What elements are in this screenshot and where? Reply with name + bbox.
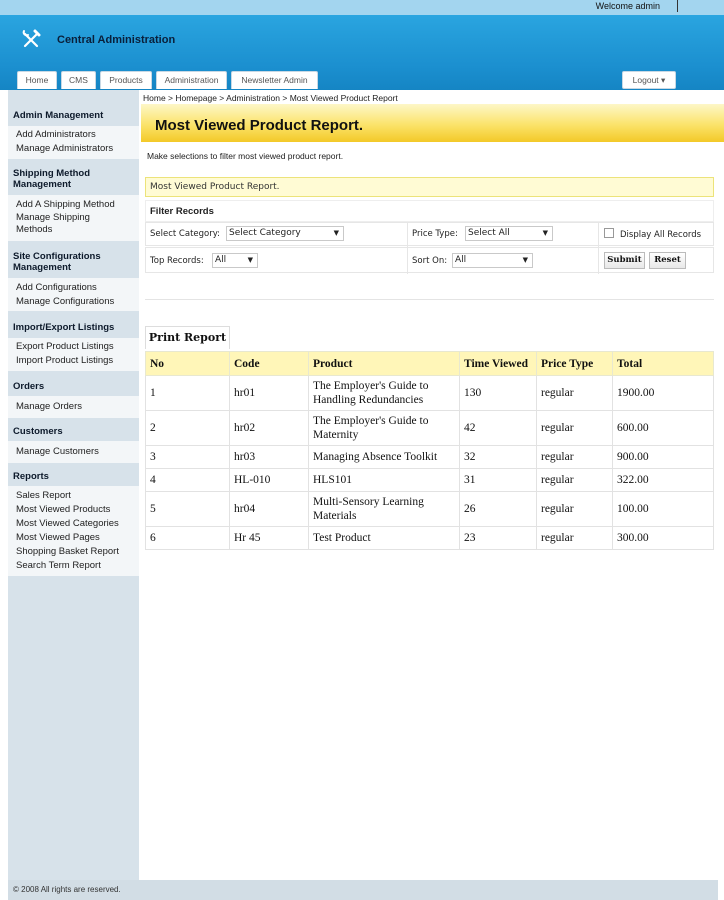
cell-total: 1900.00 xyxy=(613,376,714,411)
cell-total: 300.00 xyxy=(613,527,714,550)
cell-time-viewed: 26 xyxy=(460,492,537,527)
sidebar-group-import-export xyxy=(8,338,139,371)
sidebar-group-admin xyxy=(8,126,139,159)
table-row xyxy=(146,492,714,527)
cell-price-type: regular xyxy=(537,446,613,469)
column-total: Total xyxy=(613,352,714,376)
column-product: Product xyxy=(309,352,460,376)
price-type-select-value: Select All xyxy=(468,228,510,238)
sidebar-group-orders xyxy=(8,396,139,418)
divider xyxy=(145,299,714,300)
cell-product: The Employer's Guide to Handling Redundancies xyxy=(309,376,460,411)
top-records-select[interactable] xyxy=(212,253,258,268)
sidebar-item-manage-configurations[interactable]: Manage Configurations xyxy=(16,296,115,307)
copyright-text: © 2008 All rights are reserved. xyxy=(13,885,121,894)
cell-code: Hr 45 xyxy=(230,527,309,550)
sidebar-item-manage-customers[interactable]: Manage Customers xyxy=(16,446,99,457)
table-row xyxy=(146,446,714,469)
footer xyxy=(8,880,718,900)
sidebar-item-add-administrators[interactable]: Add Administrators xyxy=(16,129,96,140)
intro-text: Make selections to filter most viewed product report. xyxy=(147,151,344,161)
cell-no: 1 xyxy=(146,376,230,411)
sidebar-item-sales-report[interactable]: Sales Report xyxy=(16,490,71,501)
table-row xyxy=(146,469,714,492)
reset-button[interactable]: Reset xyxy=(649,252,686,269)
sidebar-head-admin: Admin Management xyxy=(13,110,104,121)
cell-time-viewed: 130 xyxy=(460,376,537,411)
column-price-type: Price Type xyxy=(537,352,613,376)
sidebar-head-shipping: Shipping Method Management xyxy=(13,168,91,190)
chevron-down-icon: ▼ xyxy=(542,229,548,237)
cell-code: hr01 xyxy=(230,376,309,411)
sort-on-select[interactable] xyxy=(452,253,533,268)
report-table xyxy=(145,351,714,550)
sidebar-item-manage-administrators[interactable]: Manage Administrators xyxy=(16,143,114,154)
tools-icon xyxy=(20,27,44,51)
sidebar-item-add-configurations[interactable]: Add Configurations xyxy=(16,282,97,293)
cell-time-viewed: 32 xyxy=(460,446,537,469)
submit-button[interactable]: Submit xyxy=(604,252,645,269)
column-code: Code xyxy=(230,352,309,376)
sidebar-group-customers xyxy=(8,441,139,463)
top-bar xyxy=(0,0,724,15)
cell-no: 3 xyxy=(146,446,230,469)
column-no: No xyxy=(146,352,230,376)
sidebar-item-export-listings[interactable]: Export Product Listings xyxy=(16,341,114,352)
cell-price-type: regular xyxy=(537,469,613,492)
cell-total: 100.00 xyxy=(613,492,714,527)
filter-row-1 xyxy=(145,222,714,246)
cell-product: HLS101 xyxy=(309,469,460,492)
cell-price-type: regular xyxy=(537,492,613,527)
cell-code: HL-010 xyxy=(230,469,309,492)
header xyxy=(0,15,724,90)
cell-product: Multi-Sensory Learning Materials xyxy=(309,492,460,527)
sidebar-item-add-shipping-method[interactable]: Add A Shipping Method xyxy=(16,199,115,210)
sort-on-label: Sort On: xyxy=(412,256,448,266)
logout-label: Logout xyxy=(632,75,659,85)
sidebar-group-reports xyxy=(8,486,139,576)
logout-button[interactable] xyxy=(622,71,676,89)
cell-code: hr03 xyxy=(230,446,309,469)
sort-on-select-value: All xyxy=(455,255,467,265)
cell-time-viewed: 31 xyxy=(460,469,537,492)
cell-no: 4 xyxy=(146,469,230,492)
sidebar-item-manage-shipping-methods[interactable]: Manage Shipping Methods xyxy=(16,212,90,235)
cell-price-type: regular xyxy=(537,411,613,446)
price-type-select[interactable] xyxy=(465,226,553,241)
price-type-label: Price Type: xyxy=(412,229,458,239)
cell-code: hr04 xyxy=(230,492,309,527)
chevron-down-icon: ▼ xyxy=(247,256,253,264)
sidebar-item-most-viewed-products[interactable]: Most Viewed Products xyxy=(16,504,111,515)
sidebar-group-config xyxy=(8,278,139,311)
filter-heading: Filter Records xyxy=(145,200,714,222)
sidebar-item-search-term-report[interactable]: Search Term Report xyxy=(16,560,101,571)
welcome-text: Welcome admin xyxy=(595,1,660,11)
top-records-label: Top Records: xyxy=(150,256,204,266)
filter-caption: Most Viewed Product Report. xyxy=(145,177,714,197)
category-select[interactable] xyxy=(226,226,344,241)
table-header-row xyxy=(146,352,714,376)
filter-row-2 xyxy=(145,247,714,273)
cell-time-viewed: 42 xyxy=(460,411,537,446)
sidebar-group-shipping xyxy=(8,195,139,241)
sidebar-head-config: Site Configurations Management xyxy=(13,251,101,273)
cell-no: 6 xyxy=(146,527,230,550)
tab-home[interactable]: Home xyxy=(17,71,57,89)
cell-price-type: regular xyxy=(537,376,613,411)
cell-product: The Employer's Guide to Maternity xyxy=(309,411,460,446)
cell-no: 2 xyxy=(146,411,230,446)
sidebar-item-manage-orders[interactable]: Manage Orders xyxy=(16,401,83,412)
cell-product: Managing Absence Toolkit xyxy=(309,446,460,469)
table-row xyxy=(146,411,714,446)
sidebar-head-orders: Orders xyxy=(13,381,45,392)
sidebar-item-most-viewed-categories[interactable]: Most Viewed Categories xyxy=(16,518,119,529)
sidebar-item-most-viewed-pages[interactable]: Most Viewed Pages xyxy=(16,532,100,543)
table-row xyxy=(146,527,714,550)
tab-cms[interactable]: CMS xyxy=(61,71,96,89)
sidebar-head-customers: Customers xyxy=(13,426,63,437)
column-time-viewed: Time Viewed xyxy=(460,352,537,376)
breadcrumb: Home > Homepage > Administration > Most Viewed Product Report xyxy=(143,93,398,103)
cell-no: 5 xyxy=(146,492,230,527)
category-label: Select Category: xyxy=(150,229,220,239)
display-all-checkbox[interactable] xyxy=(604,228,614,238)
sidebar xyxy=(8,90,139,880)
filter-panel xyxy=(145,177,714,274)
welcome-separator xyxy=(677,0,678,12)
sidebar-item-import-listings[interactable]: Import Product Listings xyxy=(16,355,114,366)
sidebar-item-shopping-basket-report[interactable]: Shopping Basket Report xyxy=(16,546,119,557)
sidebar-head-reports: Reports xyxy=(13,471,49,482)
page-title: Most Viewed Product Report. xyxy=(155,117,364,134)
chevron-down-icon: ▾ xyxy=(661,75,666,85)
top-records-select-value: All xyxy=(215,255,227,265)
cell-total: 600.00 xyxy=(613,411,714,446)
display-all-label: Display All Records xyxy=(620,230,702,240)
cell-code: hr02 xyxy=(230,411,309,446)
tab-administration[interactable]: Administration xyxy=(156,71,227,89)
title-band xyxy=(141,104,724,142)
category-select-value: Select Category xyxy=(229,228,301,238)
table-row xyxy=(146,376,714,411)
chevron-down-icon: ▼ xyxy=(333,229,339,237)
tab-products[interactable]: Products xyxy=(100,71,152,89)
cell-price-type: regular xyxy=(537,527,613,550)
cell-product: Test Product xyxy=(309,527,460,550)
cell-total: 900.00 xyxy=(613,446,714,469)
tab-newsletter-admin[interactable]: Newsletter Admin xyxy=(231,71,318,89)
cell-time-viewed: 23 xyxy=(460,527,537,550)
chevron-down-icon: ▼ xyxy=(522,256,528,264)
cell-total: 322.00 xyxy=(613,469,714,492)
sidebar-head-import-export: Import/Export Listings xyxy=(13,322,115,333)
app-title: Central Administration xyxy=(57,34,176,46)
print-report-button[interactable]: Print Report xyxy=(145,326,230,349)
